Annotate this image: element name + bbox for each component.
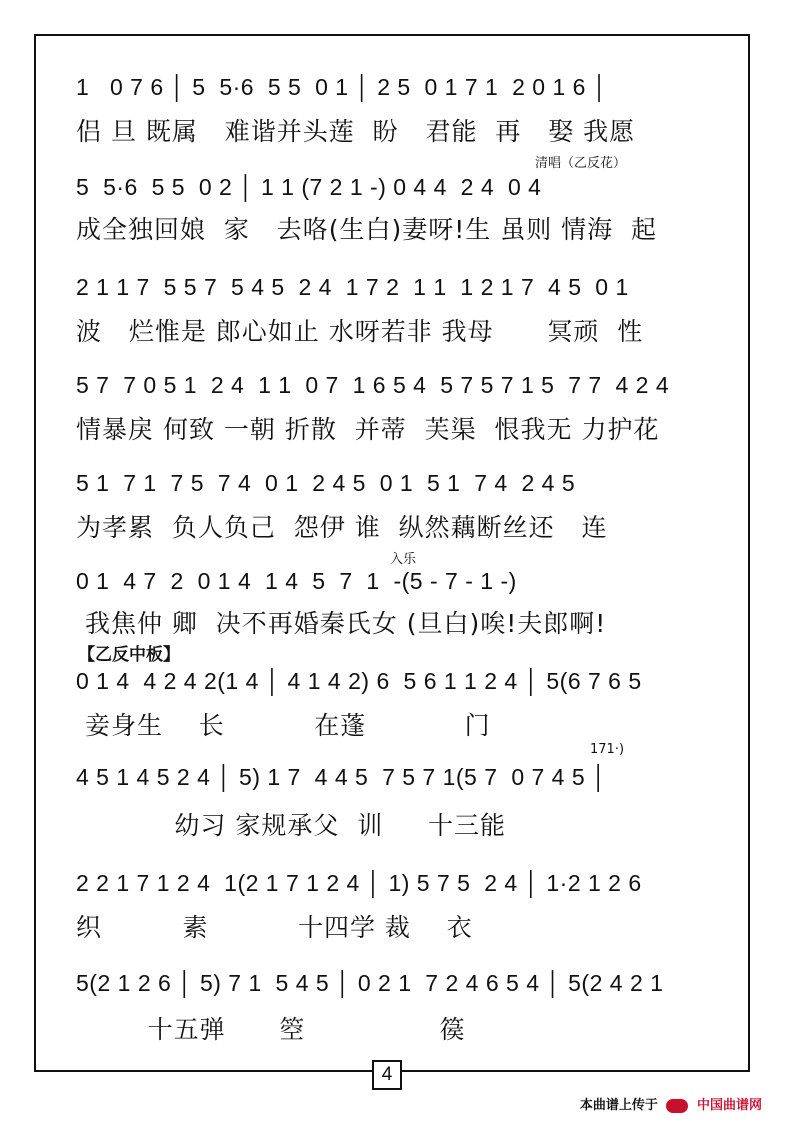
notation-row-3: 2 1 1 7 5 5 7 5 4 5 2 4 1 7 2 1 1 1 2 1 7 4 5 0 1 bbox=[76, 274, 629, 300]
lyric-row-4: 情暴戾 何致 一朝 折散 并蒂 芙渠 恨我无 力护花 bbox=[76, 415, 660, 444]
notation-row-2: 5 5·6 5 5 0 2 │ 1 1 (7 2 1 -) 0 4 4 2 4 0 4 bbox=[76, 174, 542, 200]
section-title: 【乙反中板】 bbox=[78, 645, 180, 665]
notation-row-4: 5 7 7 0 5 1 2 4 1 1 0 7 1 6 5 4 5 7 5 7 1 5 7 7 4 2 4 bbox=[76, 372, 670, 398]
notation-row-9: 2 2 1 7 1 2 4 1(2 1 7 1 2 4 │ 1) 5 7 5 2 4 │ 1·2 1 2 6 bbox=[76, 870, 642, 896]
lyric-row-6: 我焦仲 卿 决不再婚秦氏女 (旦白)唉!夫郎啊! bbox=[76, 609, 607, 638]
notation-row-1: 1 0 7 6 │ 5 5·6 5 5 0 1 │ 2 5 0 1 7 1 2 0 1 6 │ bbox=[76, 74, 608, 100]
footer bbox=[580, 1094, 762, 1113]
annotation-row-6: 入乐 bbox=[390, 552, 417, 567]
notation-row-7: 0 1 4 4 2 4 2(1 4 │ 4 1 4 2) 6 5 6 1 1 2 4 │ 5(6 7 6 5 bbox=[76, 668, 642, 694]
lyric-row-2: 成全独回娘 家 去咯(生白)妻呀!生 虽则 情海 起 bbox=[76, 215, 658, 244]
notation-row-8: 4 5 1 4 5 2 4 │ 5) 1 7 4 4 5 7 5 7 1(5 7 0 7 4 5 │ bbox=[76, 764, 607, 790]
page-number: 4 bbox=[372, 1060, 402, 1090]
lyric-row-8: 幼习 家规承父 训 十三能 bbox=[76, 811, 506, 840]
lyric-row-9: 织 素 十四学 裁 衣 bbox=[76, 913, 473, 942]
lyric-row-7: 妾身生 长 在蓬 门 bbox=[76, 711, 491, 740]
lyric-row-1: 侣 旦 既属 难谐并头莲 盼 君能 再 娶 我愿 bbox=[76, 117, 636, 146]
notation-row-10: 5(2 1 2 6 │ 5) 7 1 5 4 5 │ 0 2 1 7 2 4 6 5 4 │ 5(2 4 2 1 bbox=[76, 970, 664, 996]
footer-site-name[interactable]: 中国曲谱网 bbox=[696, 1098, 762, 1113]
notation-row-6: 0 1 4 7 2 0 1 4 1 4 5 7 1 -(5 - 7 - 1 -) bbox=[76, 568, 517, 594]
annotation-row-8: 171·) bbox=[590, 742, 625, 757]
lyric-row-5: 为孝累 负人负己 怨伊 谁 纵然藕断丝还 连 bbox=[76, 513, 608, 542]
lyric-row-10: 十五弹 箜 篌 bbox=[76, 1015, 466, 1044]
site-logo-icon bbox=[666, 1099, 688, 1113]
lyric-row-3: 波 烂惟是 郎心如止 水呀若非 我母 冥顽 性 bbox=[76, 317, 644, 346]
annotation-row-2: 清唱（乙反花） bbox=[535, 156, 627, 171]
footer-upload-text: 本曲谱上传于 bbox=[579, 1098, 658, 1113]
notation-row-5: 5 1 7 1 7 5 7 4 0 1 2 4 5 0 1 5 1 7 4 2 4 5 bbox=[76, 470, 576, 496]
